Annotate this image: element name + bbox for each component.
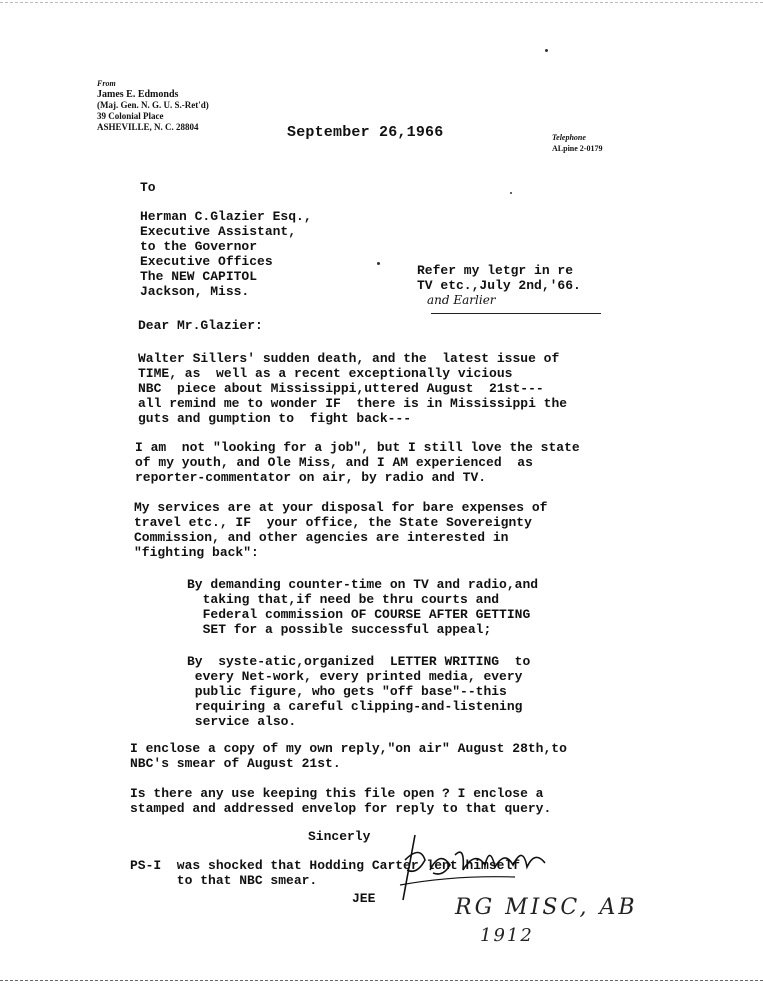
paragraph-5-indented: By syste-atic,organized LETTER WRITING to every Net-work, every printed media, every public figure, who gets "off base"--this requiring a careful clipping-and-listening service also. <box>187 654 531 729</box>
letter-date: September 26,1966 <box>287 124 444 141</box>
scan-bottom-edge <box>0 980 763 981</box>
letterhead-from-label: From <box>97 79 116 88</box>
letterhead <box>97 78 209 133</box>
recipient-line: The NEW CAPITOL <box>140 269 258 284</box>
recipient-line: Jackson, Miss. <box>140 284 250 299</box>
telephone-number: ALpine 2-0179 <box>552 144 603 153</box>
paragraph-7: Is there any use keeping this file open ? I enclose a stamped and addressed envelop for reply to that query. <box>130 786 552 816</box>
recipient-line: Executive Assistant, <box>140 224 297 239</box>
letterhead-city: ASHEVILLE, N. C. 28804 <box>97 122 199 132</box>
letterhead-rank: (Maj. Gen. N. G. U. S.-Ret'd) <box>97 100 209 110</box>
to-label: To <box>140 180 156 195</box>
paragraph-3: My services are at your disposal for bare expenses of travel etc., IF your office, the State Sovereignty Commission, and other agencies are interested in "fighting back": <box>134 500 548 560</box>
paragraph-4-indented: By demanding counter-time on TV and radio,and taking that,if need be thru courts and Federal commission OF COURSE AFTER GETTING SET for a possible successful appeal; <box>187 577 539 637</box>
letterhead-name: James E. Edmonds <box>97 89 179 100</box>
initials: JEE <box>352 891 376 906</box>
recipient-address <box>140 209 312 299</box>
reference-underline <box>431 313 601 314</box>
scan-speck <box>510 192 512 194</box>
closing: Sincerly <box>308 829 371 844</box>
paragraph-2: I am not "looking for a job", but I still love the state of my youth, and Ole Miss, and I AM experienced as reporter-commentator on air, by radio and TV. <box>135 440 580 485</box>
letterhead-street: 39 Colonial Place <box>97 111 164 121</box>
reference-line-2: TV etc.,July 2nd,'66. <box>417 278 581 293</box>
telephone-label: Telephone <box>552 133 586 142</box>
recipient-line: Executive Offices <box>140 254 273 269</box>
reference-block <box>417 263 581 308</box>
recipient-line: Herman C.Glazier Esq., <box>140 209 312 224</box>
scan-speck <box>377 262 380 265</box>
reference-line-1: Refer my letgr in re <box>417 263 574 278</box>
recipient-line: to the Governor <box>140 239 258 254</box>
reference-handwritten: and Earlier <box>427 293 496 307</box>
salutation: Dear Mr.Glazier: <box>138 318 263 333</box>
telephone-block <box>552 132 602 154</box>
paragraph-6: I enclose a copy of my own reply,"on air" August 28th,to NBC's smear of August 21st. <box>130 741 567 771</box>
postscript: PS-I was shocked that Hodding Carter lent himself to that NBC smear. <box>130 858 521 888</box>
paragraph-1: Walter Sillers' sudden death, and the latest issue of TIME, as well as a recent exceptionally vicious NBC piece about Mississippi,uttered August 21st--- all remind me to wonder IF there is in Mississippi the guts and gumption to fight back--- <box>138 351 568 426</box>
scan-top-edge <box>0 2 763 3</box>
handwritten-note-line-1: RG MISC, AB <box>455 895 638 920</box>
handwritten-note-line-2: 1912 <box>480 925 534 946</box>
scan-speck <box>545 49 548 52</box>
